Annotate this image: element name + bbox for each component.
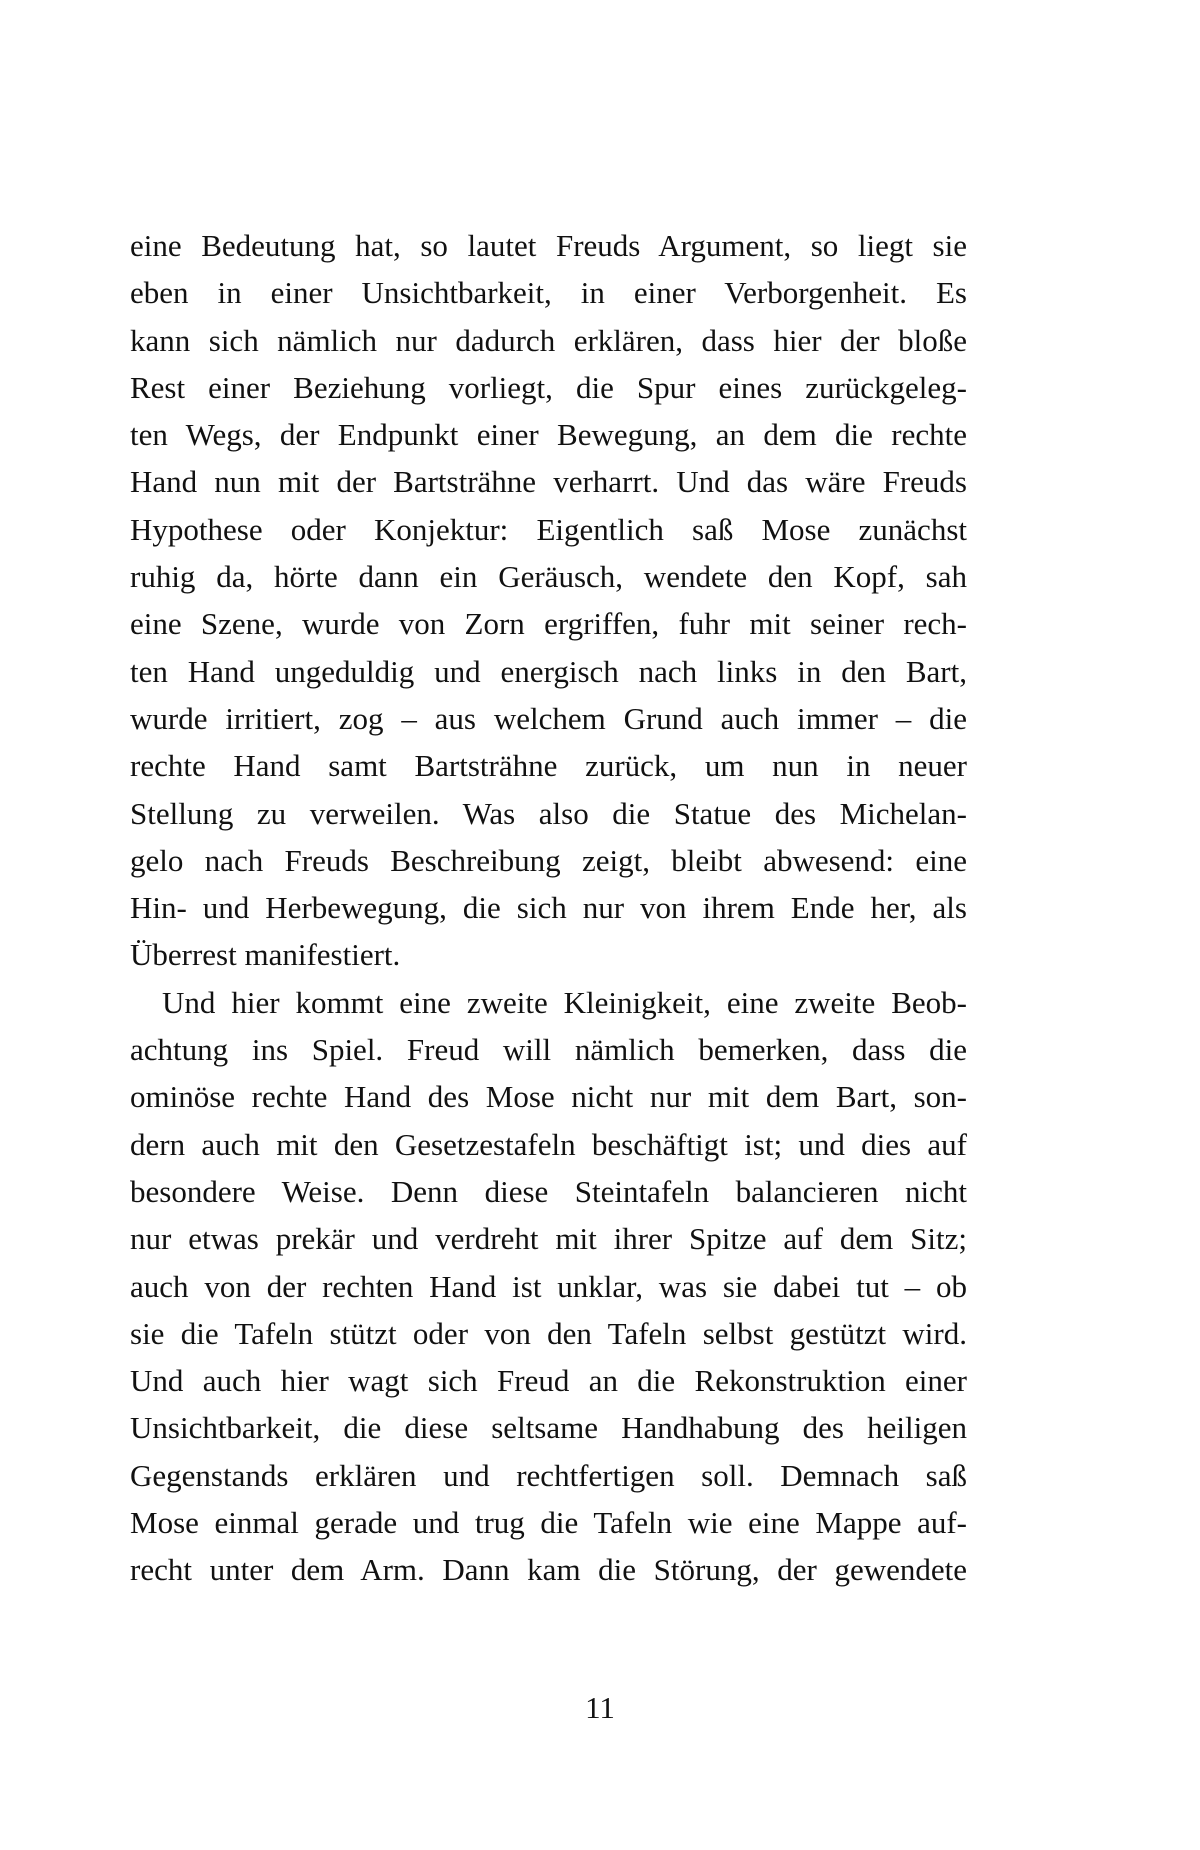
text-line: ten Wegs, der Endpunkt einer Bewegung, an dem die rechte <box>130 417 967 453</box>
text-line: wurde irritiert, zog – aus welchem Grund auch immer – die <box>130 700 967 736</box>
text-line: besondere Weise. Denn diese Steintafeln balancieren nicht <box>130 1173 967 1209</box>
text-line: Mose einmal gerade und trug die Tafeln wie eine Mappe auf- <box>130 1505 967 1541</box>
text-line: eben in einer Unsichtbarkeit, in einer Verborgenheit. Es <box>130 275 967 311</box>
paragraph-end-line: Überrest manifestiert. <box>130 937 401 973</box>
text-line: Rest einer Beziehung vorliegt, die Spur eines zurückgeleg- <box>130 369 967 405</box>
text-line: auch von der rechten Hand ist unklar, was sie dabei tut – ob <box>130 1268 967 1304</box>
text-line: recht unter dem Arm. Dann kam die Störung, der gewendete <box>130 1552 967 1588</box>
text-line: ruhig da, hörte dann ein Geräusch, wendete den Kopf, sah <box>130 559 967 595</box>
text-line: Hin- und Herbewegung, die sich nur von ihrem Ende her, als <box>130 890 967 926</box>
text-line: Unsichtbarkeit, die diese seltsame Handhabung des heiligen <box>130 1410 967 1446</box>
text-line: eine Bedeutung hat, so lautet Freuds Argument, so liegt sie <box>130 228 967 263</box>
body-text <box>130 222 967 1594</box>
text-line: Hypothese oder Konjektur: Eigentlich saß Mose zunächst <box>130 511 967 547</box>
text-line: kann sich nämlich nur dadurch erklären, dass hier der bloße <box>130 322 967 358</box>
text-line: nur etwas prekär und verdreht mit ihrer Spitze auf dem Sitz; <box>130 1221 967 1257</box>
text-line: ten Hand ungeduldig und energisch nach links in den Bart, <box>130 653 967 689</box>
text-line: rechte Hand samt Bartsträhne zurück, um nun in neuer <box>130 748 967 784</box>
text-line: achtung ins Spiel. Freud will nämlich bemerken, dass die <box>130 1032 967 1068</box>
text-line: Hand nun mit der Bartsträhne verharrt. Und das wäre Freuds <box>130 464 967 500</box>
text-line: eine Szene, wurde von Zorn ergriffen, fuhr mit seiner rech- <box>130 606 967 642</box>
text-line: sie die Tafeln stützt oder von den Tafeln selbst gestützt wird. <box>130 1315 967 1351</box>
text-line: gelo nach Freuds Beschreibung zeigt, bleibt abwesend: eine <box>130 842 967 878</box>
text-line: dern auch mit den Gesetzestafeln beschäftigt ist; und dies auf <box>130 1126 967 1162</box>
text-line: ominöse rechte Hand des Mose nicht nur mit dem Bart, son- <box>130 1079 967 1115</box>
text-line: Gegenstands erklären und rechtfertigen soll. Demnach saß <box>130 1457 967 1493</box>
page-number: 11 <box>585 1690 615 1725</box>
text-line: Stellung zu verweilen. Was also die Statue des Michelan- <box>130 795 967 831</box>
text-line: Und auch hier wagt sich Freud an die Rekonstruktion einer <box>130 1363 967 1399</box>
paragraph-start-line: Und hier kommt eine zweite Kleinigkeit, eine zweite Beob- <box>162 984 967 1020</box>
